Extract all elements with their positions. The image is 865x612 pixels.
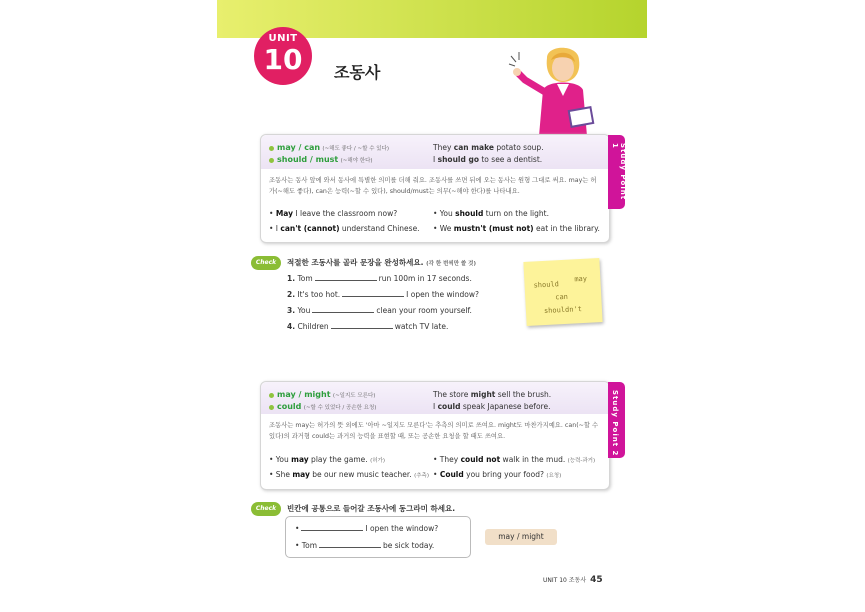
check-badge: Check bbox=[251, 256, 281, 270]
modal-row-could: could (~할 수 있었다 / 공손한 요청) bbox=[269, 402, 376, 411]
question-2: 2. It's too hot. I open the window? bbox=[287, 290, 479, 299]
question-1: 1. Tom run 100m in 17 seconds. bbox=[287, 274, 472, 283]
sticky-word: should bbox=[533, 280, 560, 290]
example-sentence: • I can't (cannot) understand Chinese. bbox=[269, 224, 420, 233]
example-sentence: • You should turn on the light. bbox=[433, 209, 549, 218]
answer-blank[interactable] bbox=[301, 523, 363, 531]
sticky-word: may bbox=[574, 274, 588, 284]
teacher-illustration bbox=[507, 44, 617, 144]
question-4: 4. Children watch TV late. bbox=[287, 322, 449, 331]
answer-blank[interactable] bbox=[315, 273, 377, 281]
modal-example-2: I should go to see a dentist. bbox=[433, 155, 543, 164]
sticky-word: shouldn't bbox=[543, 305, 583, 316]
study-point-1-explanation: 조동사는 동사 앞에 와서 동사에 특별한 의미를 더해 줘요. 조동사를 쓰면 뒤에 오는 동사는 원형 그대로 써요. may는 허가(~해도 좋다), can은 능력(~할 수 있다), should/must는 의무(~해야 한다)를 나타내요. bbox=[269, 177, 597, 195]
page-number: 45 bbox=[590, 575, 603, 585]
study-point-2-box bbox=[260, 381, 619, 490]
answer-blank[interactable] bbox=[342, 289, 404, 297]
example-sentence: • Could you bring your food? (요청) bbox=[433, 470, 562, 479]
bullet-dot-icon bbox=[269, 393, 274, 398]
modal-row-may-can: may / can (~해도 좋다 / ~할 수 있다) bbox=[269, 143, 389, 152]
question-3: 3. You clean your room yourself. bbox=[287, 306, 472, 315]
question-1: • I open the window? bbox=[295, 524, 439, 533]
example-sentence: • They could not walk in the mud. (능력-과거) bbox=[433, 455, 596, 464]
modal-row-may-might: may / might (~일지도 모른다) bbox=[269, 390, 375, 399]
check-2-title: 빈칸에 공통으로 들어갈 조동사에 동그라미 하세요. bbox=[287, 504, 456, 513]
example-sentence: • May I leave the classroom now? bbox=[269, 209, 398, 218]
unit-title: 조동사 bbox=[334, 63, 381, 82]
bullet-dot-icon bbox=[269, 158, 274, 163]
unit-label: UNIT bbox=[268, 33, 298, 44]
answer-blank[interactable] bbox=[319, 540, 381, 548]
textbook-page bbox=[217, 0, 647, 612]
sticky-word: can bbox=[555, 292, 569, 302]
study-point-2-tab: Study Point 2 bbox=[608, 382, 625, 458]
check-2-question-box bbox=[285, 516, 471, 558]
example-sentence: • You may play the game. (허가) bbox=[269, 455, 385, 464]
bullet-dot-icon bbox=[269, 146, 274, 151]
modal-example-1: The store might sell the brush. bbox=[433, 390, 552, 399]
study-point-1-tab: Study Point 1 bbox=[608, 135, 625, 209]
unit-number: 10 bbox=[263, 43, 303, 76]
answer-blank[interactable] bbox=[312, 305, 374, 313]
check-badge: Check bbox=[251, 502, 281, 516]
modal-example-2: I could speak Japanese before. bbox=[433, 402, 551, 411]
question-2: • Tom be sick today. bbox=[295, 541, 435, 550]
modal-row-should-must: should / must (~해야 한다) bbox=[269, 155, 373, 164]
modal-example-1: They can make potato soup. bbox=[433, 143, 544, 152]
example-sentence: • She may be our new music teacher. (추측) bbox=[269, 470, 430, 479]
word-sticky-note bbox=[523, 258, 602, 326]
unit-badge bbox=[254, 27, 312, 85]
study-point-2-explanation: 조동사는 may는 허가의 뜻 외에도 '아마 ~일지도 모른다'는 추측의 의미로 쓰여요. might도 마찬가지예요. can(~할 수 있다)의 과거형 could는 과거의 능력을 표현할 때, 또는 공손한 요청을 할 때도 쓰여요. bbox=[269, 422, 599, 440]
study-point-1-box bbox=[260, 134, 627, 243]
bullet-dot-icon bbox=[269, 405, 274, 410]
check-1-title: 적절한 조동사를 골라 문장을 완성하세요. (각 한 번씩만 쓸 것) bbox=[287, 258, 476, 267]
choice-box-may-might[interactable]: may / might bbox=[485, 529, 557, 545]
answer-blank[interactable] bbox=[331, 321, 393, 329]
page-footer: UNIT 10 조동사 45 bbox=[543, 575, 603, 585]
example-sentence: • We mustn't (must not) eat in the library. bbox=[433, 224, 600, 233]
